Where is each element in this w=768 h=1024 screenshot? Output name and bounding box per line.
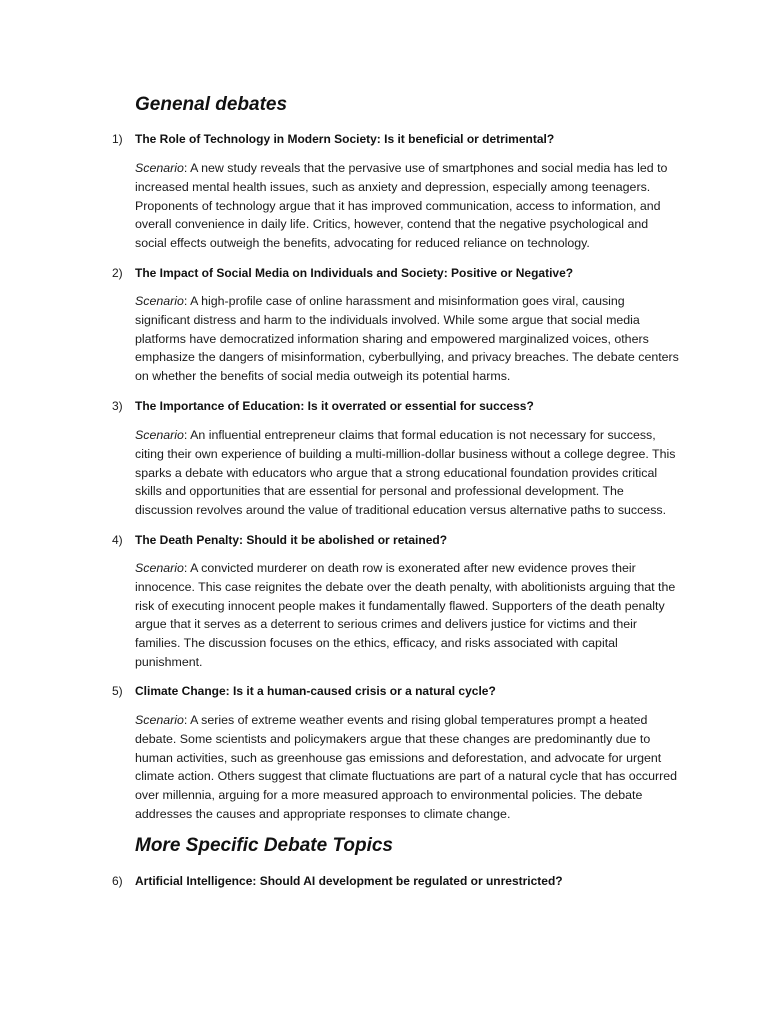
item-number: 1) [112,132,123,146]
scenario-text: : An influential entrepreneur claims that formal education is not necessary for success, citing their own experience of building a multi-million-dollar business without a college degree. This sparks a debate with educators who argue that a strong educational foundation provides critical skills and opportunities that are essential for personal and professional development. The discussion revolves around the value of traditional education versus alternative paths to success. [135,428,676,518]
item-number: 3) [112,399,123,413]
item-number: 2) [112,266,123,280]
item-title: The Death Penalty: Should it be abolished or retained? [135,533,448,547]
item-scenario [135,159,680,253]
section-heading-general: Genenal debates [135,94,288,115]
item-title: The Role of Technology in Modern Society: Is it beneficial or detrimental? [135,132,555,146]
scenario-text: : A high-profile case of online harassment and misinformation goes viral, causing significant distress and harm to the individuals involved. While some argue that social media platforms have democratized information sharing and empowered marginalized voices, others emphasize the dangers of misinformation, cyberbullying, and privacy breaches. The debate centers on whether the benefits of social media outweigh its potential harms. [135,294,679,384]
item-number: 5) [112,684,123,698]
item-title: Climate Change: Is it a human-caused crisis or a natural cycle? [135,684,496,698]
scenario-label: Scenario [135,294,184,308]
item-number: 6) [112,874,123,888]
item-scenario [135,559,680,672]
item-scenario [135,292,680,386]
item-title: The Impact of Social Media on Individuals and Society: Positive or Negative? [135,266,574,280]
scenario-label: Scenario [135,428,184,442]
scenario-label: Scenario [135,713,184,727]
scenario-text: : A new study reveals that the pervasive use of smartphones and social media has led to increased mental health issues, such as anxiety and depression, especially among teenagers. Proponents of technology argue that it has improved communication, access to information, and overall convenience in daily life. Critics, however, contend that the negative psychological and social effects outweigh the benefits, advocating for reduced reliance on technology. [135,161,668,251]
scenario-label: Scenario [135,161,184,175]
item-scenario [135,426,680,520]
section-heading-specific: More Specific Debate Topics [135,835,393,856]
scenario-text: : A series of extreme weather events and rising global temperatures prompt a heated debate. Some scientists and policymakers argue that these changes are predominantly due to human activities, such as greenhouse gas emissions and deforestation, and advocate for urgent climate action. Others suggest that climate fluctuations are part of a natural cycle that has occurred over millennia, arguing for a more measured approach to environmental policies. The debate addresses the causes and appropriate responses to climate change. [135,713,678,821]
item-title: Artificial Intelligence: Should AI development be regulated or unrestricted? [135,874,563,888]
scenario-text: : A convicted murderer on death row is exonerated after new evidence proves their innocence. This case reignites the debate over the death penalty, with abolitionists arguing that the risk of executing innocent people makes it fundamentally flawed. Supporters of the death penalty argue that it serves as a deterrent to serious crimes and delivers justice for victims and their families. The discussion focuses on the ethics, efficacy, and risks associated with capital punishment. [135,561,676,669]
item-number: 4) [112,533,123,547]
item-title: The Importance of Education: Is it overrated or essential for success? [135,399,534,413]
scenario-label: Scenario [135,561,184,575]
item-scenario [135,711,680,824]
